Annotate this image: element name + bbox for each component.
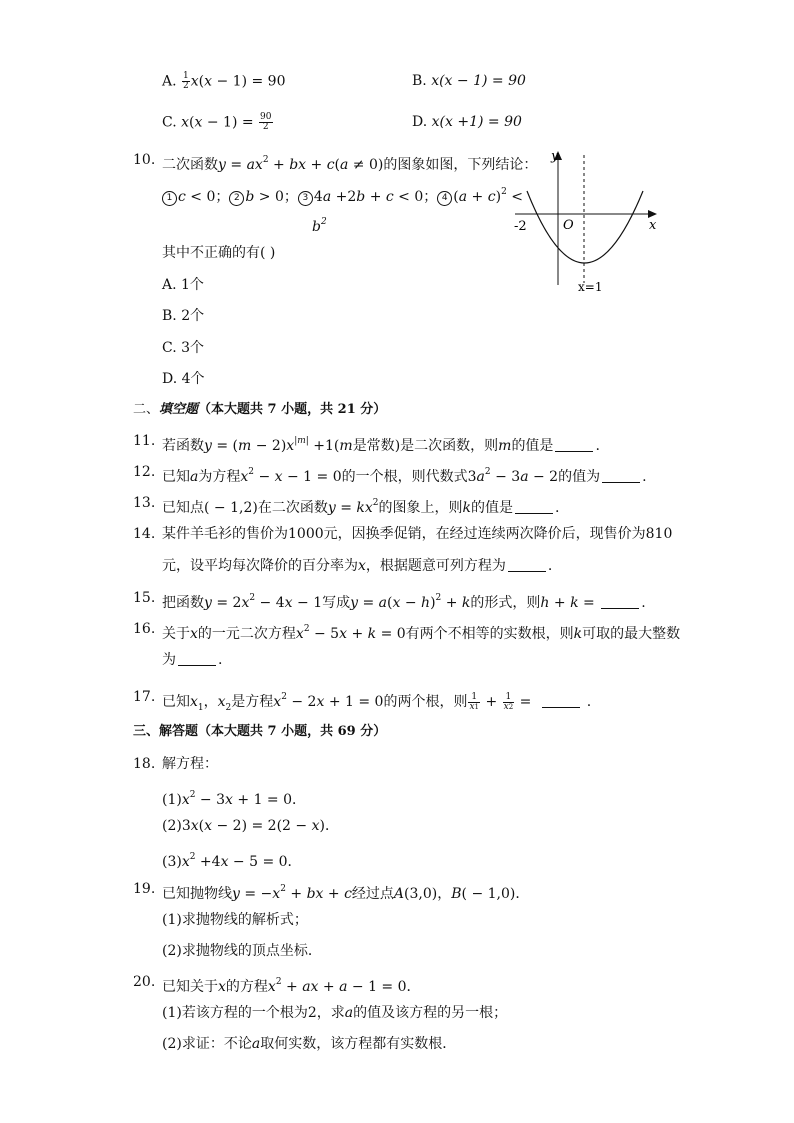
q11-t4: 的值是 <box>511 438 554 454</box>
origin-label: O <box>563 218 574 233</box>
section2-title-italic: 填空题 <box>159 402 199 417</box>
q19-t2: 经过点 <box>351 886 394 902</box>
q19-number: 19. <box>133 881 156 897</box>
q14-line1: 某件羊毛衫的售价为1000元，因换季促销，在经过连续两次降价后，现售价为810 <box>162 526 673 542</box>
q13-t3: 的图象上，则 <box>378 500 463 516</box>
q18-part3: $(3)x^2 +4x - 5 = 0$． <box>162 852 302 870</box>
q16-t3: 有两个不相等的实数根，则 <box>405 626 574 642</box>
symmetry-axis-label: x=1 <box>578 280 603 294</box>
q10-parabola-graph <box>505 143 665 298</box>
answer-blank <box>508 559 546 572</box>
q11-t1: 若函数 <box>162 438 204 454</box>
q15-end: . <box>641 595 646 611</box>
parabola-curve <box>527 191 643 263</box>
q14-line2a: 元，设平均每次降价的百分率为 <box>162 558 358 574</box>
q12-end: . <box>642 469 647 485</box>
x-axis-label: x <box>649 218 657 233</box>
q19-text: 已知抛物线$y = -x^2$ + bx + c经过点A(3,0)，B( − 1,0)． <box>162 884 530 902</box>
circled-2: 2 <box>229 191 244 206</box>
q15-number: 15. <box>133 590 156 606</box>
x-axis-arrow-icon <box>648 210 657 218</box>
answer-blank <box>542 695 580 708</box>
q17-number: 17. <box>133 689 156 705</box>
section2-title-pre: 二、 <box>133 402 160 417</box>
q9-option-b-text: x(x − 1) = 90 <box>431 73 526 89</box>
q20-p2b: 取何实数，该方程都有实数根． <box>260 1036 457 1052</box>
q17-end: . <box>586 694 592 710</box>
fraction-1-over-x1: $\frac{1}{x1}$ <box>469 691 479 712</box>
q12-t3: 的一个根，则代数式 <box>341 469 468 485</box>
q11-text: 若函数$y = (m - 2)x^{|m|} +1(m$是常数)是二次函数，则m的值是 . <box>162 436 600 454</box>
q15-text: 把函数$y = 2x^2 - 4x - 1$写成$y = a(x - h)^2 + k$的形式，则h + k = . <box>162 593 646 611</box>
q18-number: 18. <box>133 756 156 772</box>
q14-end: . <box>547 558 553 574</box>
answer-blank <box>178 653 216 666</box>
q12-text: 已知a为方程$x^2 - x - 1 = 0$的一个根，则代数式$3a^2 - 3a - 2$的值为 . <box>162 467 647 485</box>
q16-line1: 关于x的一元二次方程$x^2 - 5x + k = 0$有两个不相等的实数根，则k可取的最大整数 <box>162 624 681 642</box>
q11-number: 11. <box>133 433 156 449</box>
q11-t2: 是常数 <box>352 438 395 454</box>
fraction-90-over-2: $\frac{90}{2}$ <box>260 112 272 132</box>
q17-t2: 是方程 <box>231 694 274 710</box>
q10-option-c: C. 3个 <box>162 340 205 356</box>
q10-question: 其中不正确的有( ) <box>162 245 276 261</box>
q15-t3: 的形式，则 <box>470 595 541 611</box>
q16-line2 <box>162 651 222 669</box>
q9-option-c-label: C. <box>162 114 177 131</box>
q20-text: 已知关于x的方程$x^2$ + ax + a − 1 = 0． <box>162 977 421 995</box>
q9-option-d-label: D. <box>412 114 428 130</box>
q10-stem: 二次函数$y = ax^2$ + bx + c(a ≠ 0)的图象如图，下列结论： <box>162 155 538 173</box>
q14-line2: 元，设平均每次降价的百分率为x，根据题意可列方程为 . <box>162 558 553 574</box>
q10-number: 10. <box>133 152 156 168</box>
q20-t2: 的方程 <box>225 979 268 995</box>
q20-p1a: (1)若该方程的一个根为2，求 <box>162 1005 345 1021</box>
q10-stem-post: 的图象如图，下列结论： <box>383 157 538 173</box>
q16-end: . <box>218 652 223 668</box>
q12-t4: 的值为 <box>558 469 601 485</box>
fraction-one-half: $\frac{1}{2}$ <box>183 71 189 91</box>
q10-stem-pre: 二次函数 <box>162 157 218 173</box>
q18-part2: (2)3x(x − 2) = 2(2 − x)． <box>162 818 339 834</box>
q13-text: 已知点( − 1,2)在二次函数$y = kx^2$的图象上，则k的值是 . <box>162 498 560 516</box>
q16-t4: 可取的最大整数 <box>582 626 681 642</box>
q20-part2: (2)求证：不论a取何实数，该方程都有实数根． <box>162 1036 457 1052</box>
answer-blank <box>555 439 593 452</box>
q16-t1: 关于 <box>162 626 190 642</box>
q13-t4: 的值是 <box>471 500 513 516</box>
q14-line2b: ，根据题意可列方程为 <box>365 558 506 574</box>
neg-two-label: -2 <box>514 219 527 234</box>
q20-part1: (1)若该方程的一个根为2，求a的值及该方程的另一根； <box>162 1005 508 1021</box>
q11-end: . <box>595 438 600 454</box>
q16-t2: 的一元二次方程 <box>197 626 296 642</box>
q12-t1: 已知 <box>162 469 190 485</box>
q9-option-d-text: x(x +1) = 90 <box>431 114 522 130</box>
section2-title-post: （本大题共 7 小题，共 21 分） <box>198 402 387 417</box>
section2-title <box>133 401 386 419</box>
q19-t1: 已知抛物线 <box>162 886 232 902</box>
q10-option-a: A. 1个 <box>162 277 204 293</box>
q17-text: 已知$x_1$，$x_2$是方程$x^2 - 2x + 1 = 0$的两个根，则 $\frac{1}{x1}$ + $\frac{1}{x2}$ = . <box>162 691 592 713</box>
fraction-1-over-x2: $\frac{1}{x2}$ <box>503 691 514 712</box>
q13-number: 13. <box>133 495 156 511</box>
q10-option-b: B. 2个 <box>162 308 205 324</box>
q14-number: 14. <box>133 526 156 542</box>
answer-blank <box>601 596 639 609</box>
q11-t3: 是二次函数，则 <box>400 438 499 454</box>
q19-part1: (1)求抛物线的解析式； <box>162 912 308 928</box>
q9-option-d <box>412 113 522 131</box>
q16-number: 16. <box>133 621 156 637</box>
circled-4: 4 <box>437 191 452 206</box>
q12-number: 12. <box>133 464 156 480</box>
q20-p2a: (2)求证：不论 <box>162 1036 252 1052</box>
q18-part1: $(1)x^2 - 3x + 1 = 0$． <box>162 790 307 808</box>
q9-option-b-label: B. <box>412 73 427 89</box>
q9-option-a-label: A. <box>162 73 177 90</box>
q16-line2-text: 为 <box>162 652 176 668</box>
q13-t1: 已知点 <box>162 500 204 516</box>
circled-3: 3 <box>298 191 313 206</box>
q10-option-d: D. 4个 <box>162 371 205 387</box>
answer-blank <box>515 501 553 514</box>
q15-t1: 把函数 <box>162 595 204 611</box>
circled-1: 1 <box>162 191 177 206</box>
q9-option-a: A. $\frac{1}{2}$ x(x − 1) = 90 <box>162 71 286 91</box>
y-axis-label: y <box>551 149 559 164</box>
q15-t2: 写成 <box>322 595 351 611</box>
q17-t3: 的两个根，则 <box>383 694 468 710</box>
q19-part2: (2)求抛物线的顶点坐标． <box>162 943 322 959</box>
q9-option-c: C. x(x − 1) = $\frac{90}{2}$ <box>162 112 272 132</box>
q20-t1: 已知关于 <box>162 979 218 995</box>
q13-t2: 在二次函数 <box>257 500 328 516</box>
q20-p1b: 的值及该方程的另一根； <box>353 1005 508 1021</box>
q13-end: . <box>555 500 560 516</box>
answer-blank <box>602 470 640 483</box>
q10-b-squared: $b^2$ <box>312 217 327 235</box>
q17-t1: 已知 <box>162 694 190 710</box>
q9-option-b <box>412 72 526 90</box>
q10-conclusions: 1 c < 0； 2 b > 0； 3 4a +2b + c < 0； 4 $(a + c)^2$ < <box>162 183 523 206</box>
q20-number: 20. <box>133 974 156 990</box>
q12-t2: 为方程 <box>198 469 241 485</box>
section3-title: 三、解答题（本大题共 7 小题，共 69 分） <box>133 724 387 739</box>
q18-title: 解方程： <box>162 756 218 772</box>
